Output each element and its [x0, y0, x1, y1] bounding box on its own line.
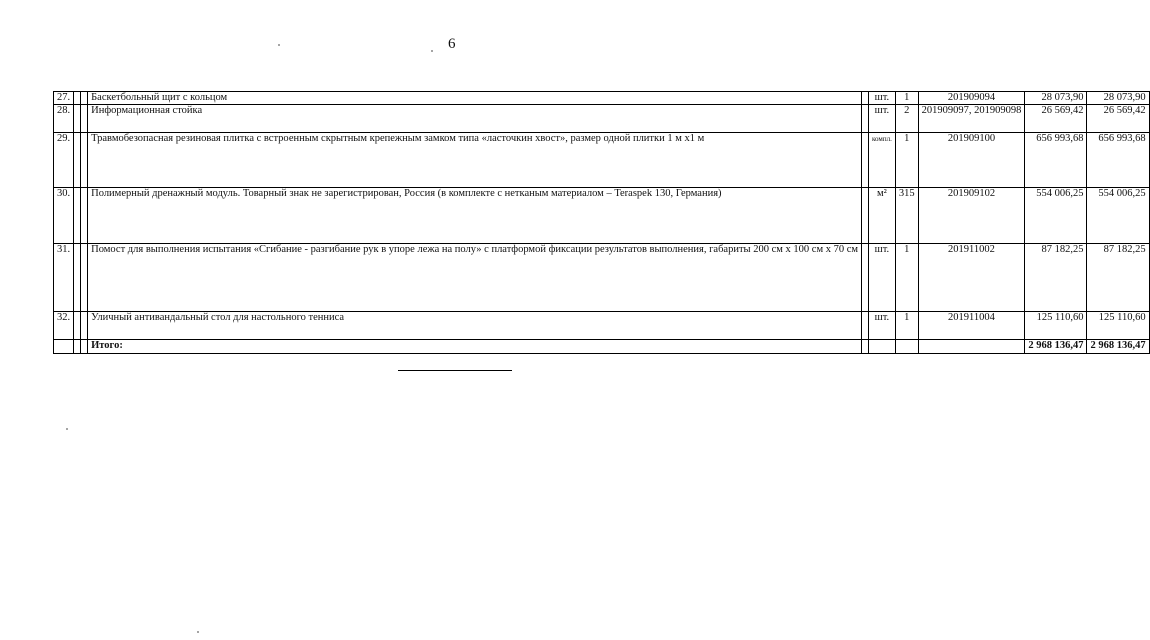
empty-cell	[81, 312, 88, 340]
empty-cell	[862, 312, 869, 340]
item-description: Баскетбольный щит с кольцом	[88, 92, 862, 105]
row-number: 30.	[54, 188, 74, 244]
item-quantity: 1	[895, 133, 918, 188]
empty-cell	[81, 244, 88, 312]
item-description: Помост для выполнения испытания «Сгибание - разгибание рук в упоре лежа на полу» с платформой фиксации результатов выполнения, габариты 200 см х 100 см х 70 см	[88, 244, 862, 312]
empty-cell	[81, 92, 88, 105]
table-row	[54, 312, 1150, 340]
total-row	[54, 340, 1150, 354]
table-row	[54, 244, 1150, 312]
item-price: 125 110,60	[1025, 312, 1087, 340]
table-row	[54, 188, 1150, 244]
empty-cell	[74, 92, 81, 105]
table-row	[54, 133, 1150, 188]
total-sum: 2 968 136,47	[1087, 340, 1149, 354]
empty-cell	[81, 340, 88, 354]
item-code: 201909097, 201909098	[918, 105, 1025, 133]
item-unit: м²	[869, 188, 896, 244]
item-description: Уличный антивандальный стол для настольного тенниса	[88, 312, 862, 340]
empty-cell	[918, 340, 1025, 354]
item-sum: 125 110,60	[1087, 312, 1149, 340]
item-unit: шт.	[869, 105, 896, 133]
empty-cell	[81, 133, 88, 188]
empty-cell	[81, 188, 88, 244]
scan-speck	[66, 428, 68, 430]
empty-cell	[869, 340, 896, 354]
page-number: 6	[448, 36, 456, 52]
item-code: 201909100	[918, 133, 1025, 188]
empty-cell	[862, 92, 869, 105]
scan-speck	[431, 50, 433, 52]
empty-cell	[74, 105, 81, 133]
row-number: 28.	[54, 105, 74, 133]
item-quantity: 1	[895, 244, 918, 312]
item-price: 656 993,68	[1025, 133, 1087, 188]
closing-rule	[398, 370, 512, 371]
item-sum: 87 182,25	[1087, 244, 1149, 312]
item-quantity: 2	[895, 105, 918, 133]
total-label: Итого:	[88, 340, 862, 354]
item-code: 201909094	[918, 92, 1025, 105]
empty-cell	[862, 244, 869, 312]
item-sum: 554 006,25	[1087, 188, 1149, 244]
empty-cell	[54, 340, 74, 354]
item-unit: компл.	[869, 133, 896, 188]
item-sum: 26 569,42	[1087, 105, 1149, 133]
empty-cell	[862, 133, 869, 188]
item-quantity: 1	[895, 92, 918, 105]
item-code: 201909102	[918, 188, 1025, 244]
item-sum: 656 993,68	[1087, 133, 1149, 188]
table-row	[54, 105, 1150, 133]
item-price: 26 569,42	[1025, 105, 1087, 133]
row-number: 27.	[54, 92, 74, 105]
item-code: 201911002	[918, 244, 1025, 312]
item-quantity: 315	[895, 188, 918, 244]
item-description: Полимерный дренажный модуль. Товарный знак не зарегистрирован, Россия (в комплекте с нетканым материалом – Teraspek 130, Германия)	[88, 188, 862, 244]
item-unit: шт.	[869, 244, 896, 312]
item-code: 201911004	[918, 312, 1025, 340]
row-number: 29.	[54, 133, 74, 188]
empty-cell	[862, 188, 869, 244]
row-number: 32.	[54, 312, 74, 340]
empty-cell	[81, 105, 88, 133]
item-price: 87 182,25	[1025, 244, 1087, 312]
item-unit: шт.	[869, 92, 896, 105]
item-price: 28 073,90	[1025, 92, 1087, 105]
total-price: 2 968 136,47	[1025, 340, 1087, 354]
empty-cell	[862, 340, 869, 354]
empty-cell	[74, 340, 81, 354]
item-price: 554 006,25	[1025, 188, 1087, 244]
item-description: Травмобезопасная резиновая плитка с встроенным скрытным крепежным замком типа «ласточкин хвост», размер одной плитки 1 м х1 м	[88, 133, 862, 188]
inventory-table	[53, 91, 1150, 354]
item-unit: шт.	[869, 312, 896, 340]
item-description: Информационная стойка	[88, 105, 862, 133]
empty-cell	[74, 133, 81, 188]
row-number: 31.	[54, 244, 74, 312]
empty-cell	[895, 340, 918, 354]
table-row	[54, 92, 1150, 105]
empty-cell	[74, 312, 81, 340]
empty-cell	[862, 105, 869, 133]
item-sum: 28 073,90	[1087, 92, 1149, 105]
scan-speck	[197, 631, 199, 633]
empty-cell	[74, 244, 81, 312]
scan-speck	[278, 44, 280, 46]
item-quantity: 1	[895, 312, 918, 340]
empty-cell	[74, 188, 81, 244]
